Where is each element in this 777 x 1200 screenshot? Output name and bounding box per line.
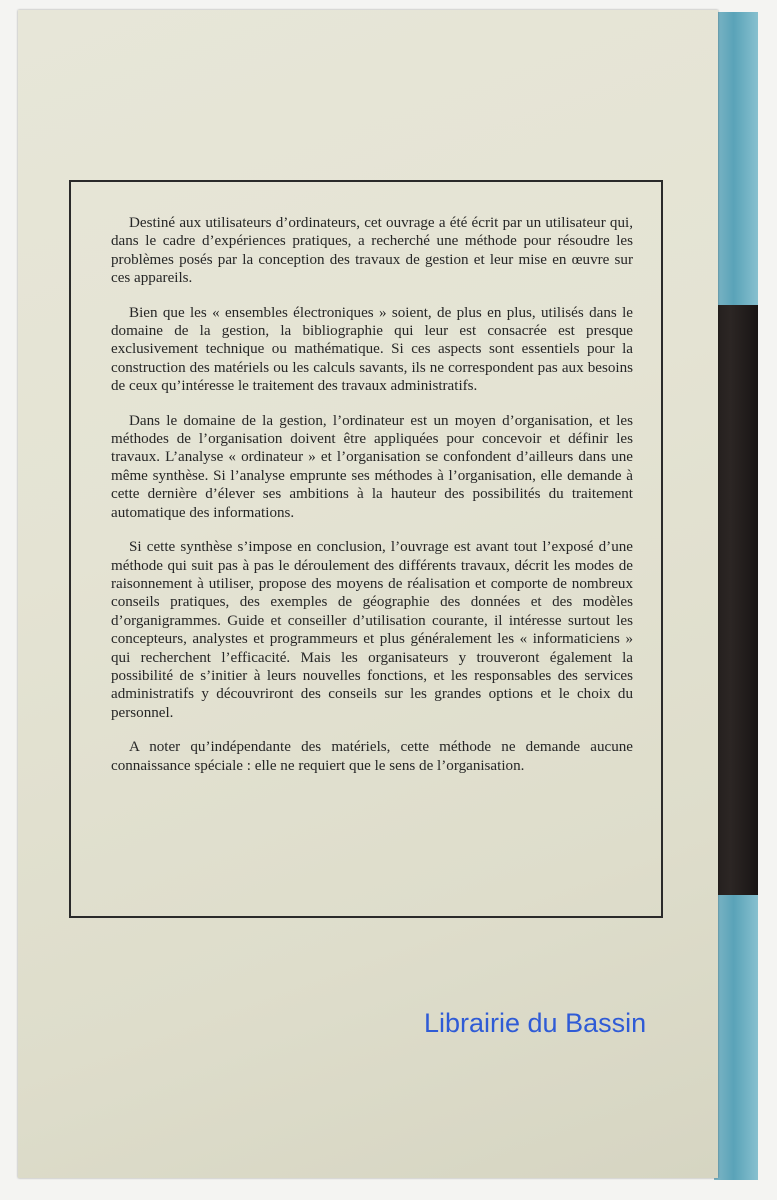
blurb-paragraph-4: Si cette synthèse s’impose en conclusion, l’ouvrage est avant tout l’exposé d’une méthode qui suit pas à pas le déroulement des différents travaux, décrit les modes de raisonnement à utiliser, propose des moyens de réalisation et comporte de nombreux conseils pratiques, des exemples de géographie des données et des modèles d’organigrammes. Guide et conseiller d’utilisation courante, il intéresse surtout les concepteurs, analystes et programmeurs et plus généralement les « informaticiens » qui recherchent l’efficacité. Mais les organisateurs y trouveront également la possibilité de s’initier à leurs nouvelles fonctions, et les responsables des services administratifs y découvriront des conseils sur les grandes options et le choix du personnel. [111, 539, 633, 721]
blurb-paragraph-3: Dans le domaine de la gestion, l’ordinateur est un moyen d’organisation, et les méthodes de l’organisation doivent être appliquées pour concevoir et définir les travaux. L’analyse « ordinateur » et l’organisation se confondent d’ailleurs dans une même synthèse. Si l’analyse emprunte ses méthodes à l’organisation, elle demande à cette dernière d’élever ses ambitions à la hauteur des possibilités du traitement automatique des informations. [111, 412, 633, 521]
blurb-paragraph-2: Bien que les « ensembles électroniques » soient, de plus en plus, utilisés dans le domaine de la gestion, la bibliographie qui leur est consacrée est presque exclusivement technique ou mathématique. Si ces aspects sont essentiels pour la construction des matériels ou les calculs savants, ils ne correspondent pas aux besoins de ceux qu’intéresse le traitement des travaux administratifs. [111, 304, 633, 395]
bookseller-watermark: Librairie du Bassin [424, 1008, 647, 1038]
blurb-paragraph-1: Destiné aux utilisateurs d’ordinateurs, cet ouvrage a été écrit par un utilisateur qui, dans le cadre d’expériences pratiques, a recherché une méthode pour résoudre les problèmes posés par la conception des travaux de gestion et leur mise en œuvre sur ces appareils. [111, 215, 633, 287]
blurb-frame [69, 180, 663, 918]
blurb-paragraph-5: A noter qu’indépendante des matériels, cette méthode ne demande aucune connaissance spéciale : elle ne requiert que le sens de l’organisation. [111, 739, 633, 774]
